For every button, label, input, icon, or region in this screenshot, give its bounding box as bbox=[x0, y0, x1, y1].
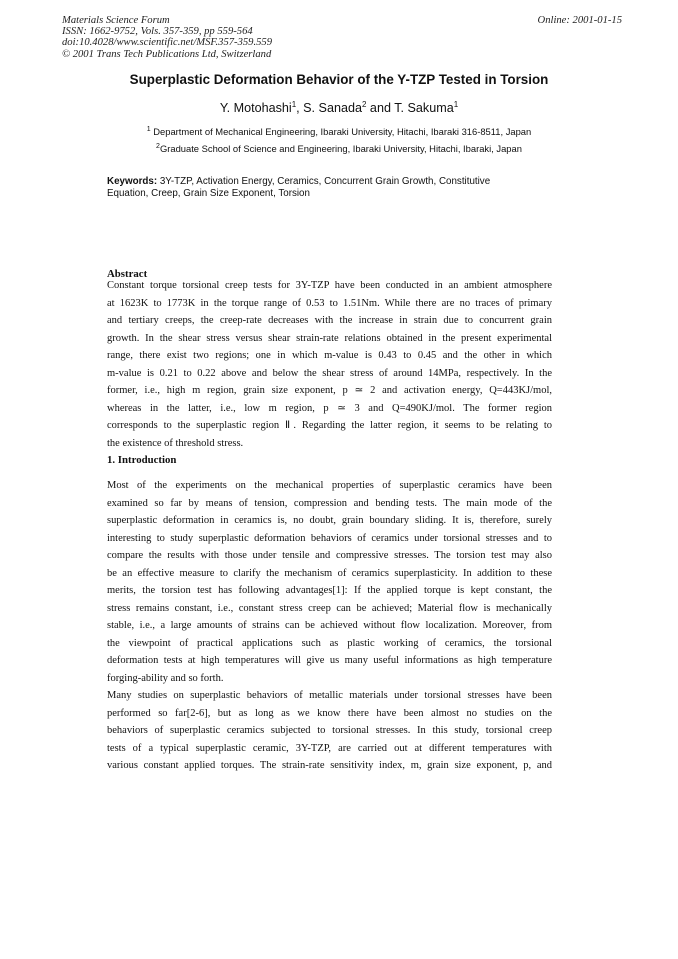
author-affiliation-mark: 1 bbox=[453, 100, 459, 109]
copyright-line: © 2001 Trans Tech Publications Ltd, Switzerland bbox=[62, 48, 272, 60]
abstract-line: former, i.e., high m region, grain size exponent, p ≃ 2 and activation energy, Q=443KJ/mol, bbox=[107, 385, 552, 396]
intro-line: stable, i.e., a large amounts of strains can be achieved without flow localization. Moreover, from bbox=[107, 620, 552, 631]
abstract-heading: Abstract bbox=[107, 268, 148, 280]
author-affiliation-mark: 1 bbox=[291, 100, 297, 109]
doi-line[interactable]: doi:10.4028/www.scientific.net/MSF.357-359.559 bbox=[62, 37, 272, 49]
journal-name: Materials Science Forum bbox=[62, 15, 170, 26]
intro-line: Many studies on superplastic behaviors of metallic materials under torsional stresses have been bbox=[107, 690, 552, 701]
intro-line: Most of the experiments on the mechanical properties of superplastic ceramics have been bbox=[107, 480, 552, 491]
affiliation-mark: 1 bbox=[146, 126, 151, 133]
intro-line: be an effective measure to clarify the mechanism of ceramics superplasticity. In addition to these bbox=[107, 567, 552, 579]
abstract-body bbox=[107, 277, 552, 452]
intro-line: interesting to study superplastic deformation behaviors of ceramics under torsional stresses and to bbox=[107, 532, 552, 544]
journal-header bbox=[62, 15, 622, 60]
intro-line: deformation tests at high temperatures will give us many useful informations as high temperature bbox=[107, 655, 552, 666]
abstract-line: the existence of threshold stress. bbox=[107, 437, 244, 449]
intro-line: stress remains constant, i.e., constant stress creep can be achieved; Material flow is mechanically bbox=[107, 602, 552, 614]
intro-line: tests of a typical superplastic ceramic, 3Y-TZP, are carried out at different temperatures with bbox=[107, 742, 552, 754]
abstract-line: m-value is 0.21 to 0.22 above and below the shear stress of around 14MPa, respectively. In the bbox=[107, 367, 552, 379]
affiliation-mark: 2 bbox=[156, 143, 160, 150]
author-separator: , bbox=[296, 101, 304, 116]
intro-line: behaviors of superplastic ceramics subjected to torsional stresses. In this study, torsional creep bbox=[107, 725, 552, 736]
keywords-line-1: 3Y-TZP, Activation Energy, Ceramics, Concurrent Grain Growth, Constitutive bbox=[157, 176, 491, 187]
intro-line: forging-ability and so forth. bbox=[107, 672, 224, 684]
intro-line: performed so far[2-6], but as long as we know there have been almost no studies on the bbox=[107, 707, 552, 719]
issn-line: ISSN: 1662-9752, Vols. 357-359, pp 559-564 bbox=[62, 26, 253, 38]
keywords-line-2: Equation, Creep, Grain Size Exponent, Torsion bbox=[107, 188, 310, 200]
keywords-block bbox=[107, 176, 577, 201]
abstract-line: whereas in the latter, i.e., low m region, p ≃ 3 and Q=490KJ/mol. The former region bbox=[107, 402, 552, 414]
intro-line: the viewpoint of practical applications such as plastic working of ceramics, the torsional bbox=[107, 637, 552, 649]
introduction-heading: 1. Introduction bbox=[107, 454, 177, 466]
intro-line: examined so far by means of tension, compression and bending tests. The main mode of the bbox=[107, 497, 552, 509]
author-separator: and bbox=[366, 101, 395, 116]
author-list bbox=[0, 100, 678, 115]
author-name: Y. Motohashi bbox=[219, 101, 292, 116]
abstract-line: and tertiary creeps, the creep-rate decreases with the increase in strain due to concurrent grain bbox=[107, 315, 552, 326]
abstract-line: Constant torque torsional creep tests for 3Y-TZP have been conducted in an ambient atmosphere bbox=[107, 280, 552, 291]
author-name: S. Sanada bbox=[303, 101, 362, 116]
affiliation-2 bbox=[0, 143, 678, 154]
paper-title: Superplastic Deformation Behavior of the Y-TZP Tested in Torsion bbox=[129, 72, 549, 87]
online-date: Online: 2001-01-15 bbox=[537, 15, 622, 26]
author-affiliation-mark: 2 bbox=[361, 100, 367, 109]
intro-line: merits, the torsion test has following advantages[1]: If the applied torque is kept constant, the bbox=[107, 585, 552, 596]
affiliation-1 bbox=[0, 126, 678, 137]
keywords-label: Keywords: bbox=[107, 176, 158, 187]
abstract-line: at 1623K to 1773K in the torque range of 0.53 to 1.51Nm. While there are no traces of primary bbox=[107, 297, 552, 309]
introduction-body bbox=[107, 477, 552, 775]
abstract-line: range, there exist two regions; one in which m-value is 0.43 to 0.45 and the other in which bbox=[107, 350, 552, 361]
intro-line: various constant applied torques. The strain-rate sensitivity index, m, grain size exponent, p, and bbox=[107, 760, 552, 771]
intro-line: superplastic deformation in ceramics is, no doubt, grain boundary sliding. It is, therefore, surely bbox=[107, 515, 552, 526]
author-name: T. Sakuma bbox=[394, 101, 454, 116]
affiliation-text: Department of Mechanical Engineering, Ibaraki University, Hitachi, Ibaraki 316-8511, Japan bbox=[153, 126, 532, 138]
affiliation-text: Graduate School of Science and Engineering, Ibaraki University, Hitachi, Ibaraki, Japan bbox=[159, 143, 522, 155]
abstract-line: corresponds to the superplastic region Ⅱ. Regarding the latter region, it seems to be relating to bbox=[107, 420, 552, 431]
abstract-line: growth. In the shear stress versus shear strain-rate relations obtained in the present experimental bbox=[107, 332, 552, 344]
intro-line: compare the results with those under tensile and compressive stresses. The torsion test may also bbox=[107, 550, 552, 561]
